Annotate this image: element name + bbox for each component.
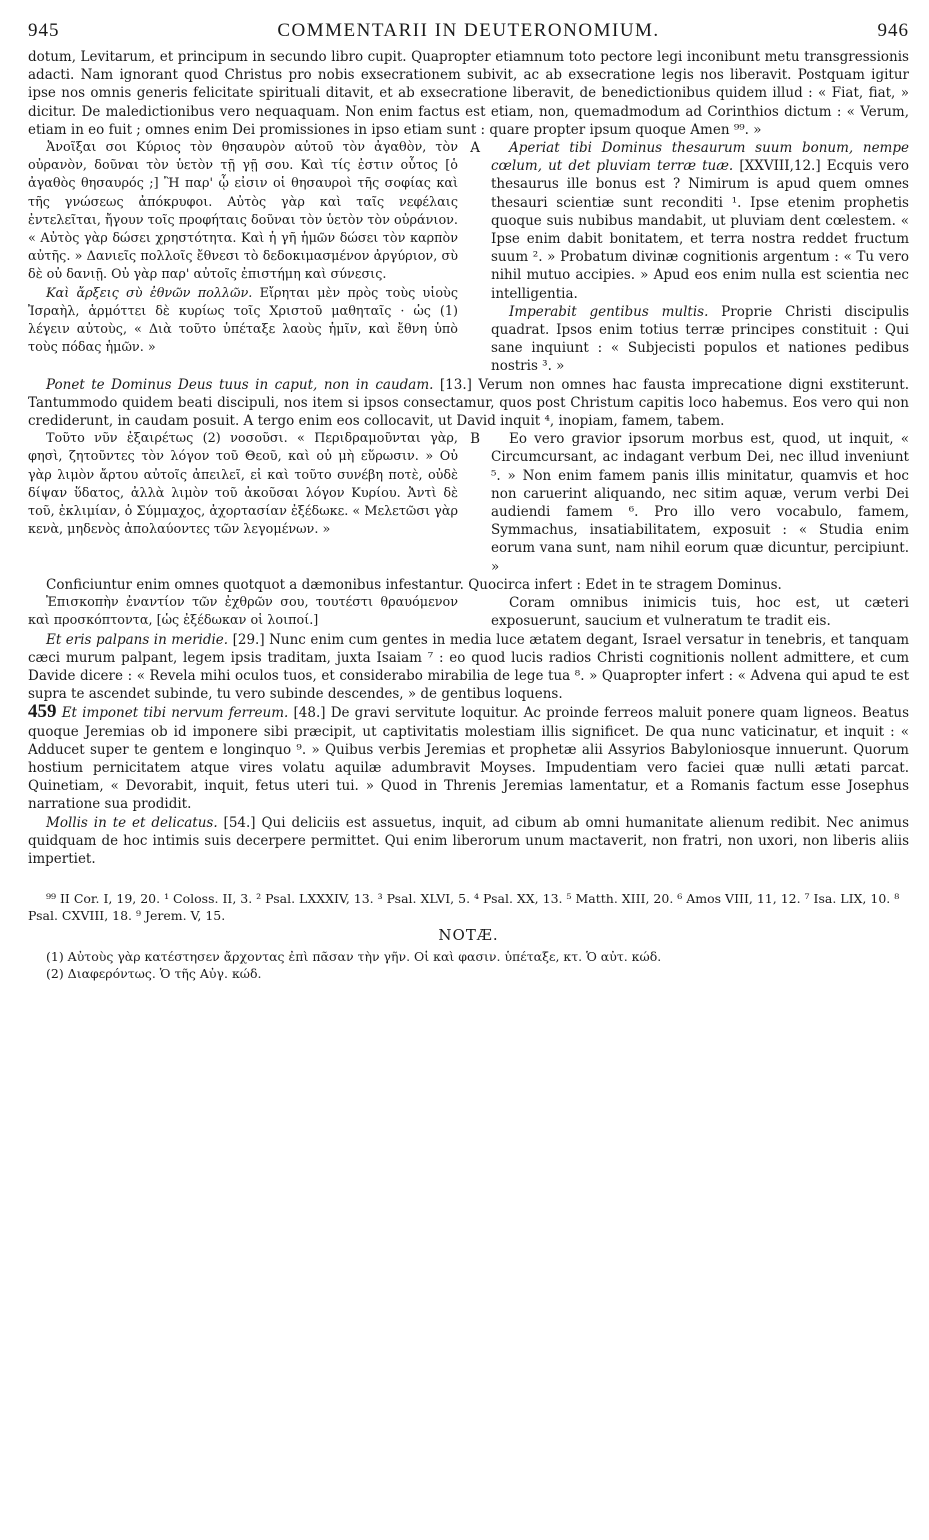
notae-title: NOTÆ.	[438, 926, 499, 945]
parallel-block-a	[28, 139, 909, 376]
notae-list	[28, 948, 909, 982]
paragraph-4	[28, 631, 909, 704]
greek-text-a2	[28, 285, 458, 358]
nota-item: (1) Αὐτοὺς γὰρ κατέστησεν ἄρχοντας ἐπὶ πᾶσαν τὴν γῆν. Οἱ καὶ φασιν. ὑπέταξε, κτ. Ὁ αὐτ. κώδ.	[46, 949, 662, 965]
page-number-left: 945	[28, 20, 60, 41]
para4-lemma: Et eris palpans in meridie.	[46, 631, 229, 648]
para2-lemma: Ponet te Dominus Deus tuus in caput, non in caudam.	[46, 376, 434, 393]
greek-body-a2: Εἴρηται μὲν πρὸς τοὺς υἱοὺς Ἰσραὴλ, ἁρμόττει δὲ κυρίως τοῖς Χριστοῦ μαθηταῖς · ὡς (1) λέγειν αὐτοὺς, « Διὰ τοῦτο ὑπέταξε λαοὺς ἡμῖν, καὶ ἔθνη ὑπὸ τοὺς πόδας ἡμῶν. »	[28, 285, 458, 356]
latin-column-b	[491, 430, 909, 576]
intro-paragraph	[28, 48, 909, 139]
greek-column-a	[28, 139, 480, 376]
section-marker-a: A	[470, 140, 480, 157]
latin-text-a2	[491, 303, 909, 376]
para6-text	[28, 814, 909, 869]
greek-column-b	[28, 430, 480, 576]
para6-body: [54.] Qui deliciis est assuetus, inquit, ad cibum ab omni humanitate alienum redibit. Nec animus quidquam de hoc intimis suis decerpere permittet. Qui enim liberorum unum mactaverit, non fratri, non uxori, non liberis aliis impertiet.	[28, 814, 909, 867]
column-number: 459	[28, 701, 57, 723]
intro-text: dotum, Levitarum, et principum in secundo libro cupit. Quapropter etiamnum toto pectore legi inconibunt metu transgressionis adacti. Nam ignorant quod Christus pro nobis exsecrationem subivit, ac ab exsecratione legis nos liberavit. Postquam igitur ipse nos omnis generis felicitate spirituali ditavit, et ab exsecratione liberavit, de benedictionibus quidem illud : « Fiat, fiat, » dicitur. De maledictionibus vero nequaquam. Non enim factus est etiam, non, quemadmodum ad Corinthios dictum : « Verum, etiam in eo fuit ; omnes enim Dei promissiones in ipso etiam sunt : quare propter ipsum quoque Amen ⁹⁹. »	[28, 49, 909, 138]
parallel-block-c	[28, 594, 909, 630]
para4-text	[28, 631, 909, 704]
paragraph-3	[28, 576, 909, 594]
nota-item: (2) Διαφερόντως. Ὁ τῆς Αὐγ. κώδ.	[46, 966, 262, 982]
para5-text	[28, 703, 909, 813]
parallel-block-b	[28, 430, 909, 576]
para2-text	[28, 376, 909, 431]
running-header	[28, 20, 909, 48]
latin-column-c	[491, 594, 909, 630]
latin-lemma-a1: Aperiat tibi Dominus thesaurum suum bonum, nempe cœlum, ut det pluviam terræ tuæ.	[491, 140, 909, 175]
latin-lemma-a2: Imperabit gentibus multis.	[509, 303, 709, 320]
paragraph-5	[28, 703, 909, 813]
para4-body: [29.] Nunc enim cum gentes in media luce ætatem degant, Israel versatur in tenebris, et tanquam cæci murum palpant, legem ipsis traditam, juxta Isaiam ⁷ : eo quod lucis radios Christi cognitionis nollent admittere, et cum Davide dicere : « Revela mihi oculos tuos, et considerabo mirabilia de lege tua ⁸. » Quapropter infert : « Advena qui apud te est supra te ascendet subinde, tu vero subinde descendes, » de gentibus loquens.	[28, 631, 909, 703]
latin-text-a1	[491, 139, 909, 303]
para2-body: [13.] Verum non omnes hac fausta imprecatione digni exstiterunt. Tantummodo quidem beati discipuli, nos item si ipsos consectamur, quos post Christum capitis loco habemus. Eos vero qui non crediderunt, in caudam posuit. A tergo enim eos collocavit, ut David inquit ⁴, inopiam, famem, tabem.	[28, 376, 909, 430]
latin-column-a	[491, 139, 909, 376]
greek-text-a1: Ἀνοῖξαι σοι Κύριος τὸν θησαυρὸν αὐτοῦ τὸν ἀγαθὸν, τὸν οὐρανὸν, δοῦναι τὸν ὑετὸν τῇ γῇ σου. Καὶ τίς ἐστιν οὗτος [ὁ ἀγαθὸς θησαυρός ;] Ἢ παρ' ᾧ εἰσιν οἱ θησαυροὶ τῆς σοφίας καὶ τῆς γνώσεως ἀπόκρυφοι. Αὐτὸς γὰρ καὶ ταῖς νεφέλαις ἐντελεῖται, ἤγουν τοῖς προφήταις δοῦναι τὸν ὑετὸν τὸν οὐράνιον. « Αὐτὸς γὰρ δώσει χρηστότητα. Καὶ ἡ γῆ ἡμῶν δώσει τὸν καρπὸν αὐτῆς. » Δανιεῖς πολλοῖς ἔθνεσι τὸ δεδοκιμασμένον ἀργύριον, σὺ δὲ οὐ δανιῇ. Οὐ γὰρ παρ' αὐτοῖς ἐπιστήμη καὶ σύνεσις.	[28, 140, 458, 283]
para5-lemma: Et imponet tibi nervum ferreum.	[61, 705, 289, 722]
paragraph-2	[28, 376, 909, 431]
page-number-right: 946	[877, 20, 909, 41]
latin-body-a1: [XXVIII,12.] Ecquis vero thesaurus ille bonus est ? Nimirum is apud quem omnes thesauri scientiæ sunt reconditi ¹. Ipse etenim prophetis quoque suis nubibus mandabit, ut pluviam dent cœlestem. « Ipse enim dabit bonitatem, et terra nostra reddet fructum suum ². » Probatum divinæ cognitionis argentum : « Tu vero nihil mutuo accipies. » Apud eos enim nulla est scientia nec intelligentia.	[491, 158, 909, 302]
greek-column-c	[28, 594, 458, 630]
greek-lemma-a2: Καὶ ἄρξεις σὺ ἐθνῶν πολλῶν.	[46, 285, 253, 301]
page-title: COMMENTARII IN DEUTERONOMIUM.	[277, 20, 660, 41]
para5-body: [48.] De gravi servitute loquitur. Ac proinde ferreos maluit ponere quam ligneos. Beatus quoque Jeremias ob id imponere sibi præcipit, ut captivitatis molestiam illis significet. De qua nunc vaticinatur, et inquit : « Adducet super te gentem e longinquo ⁹. » Quibus verbis Jeremias et prophetæ alii Assyrios Babyloniosque innuerunt. Quorum hostium pernicitatem atque vires volatu aquilæ adumbravit Moyses. Impudentiam vero faciei quæ nulli ætati parcat. Quinetiam, « Devorabit, inquit, fetus uteri tui. » Quod in Threnis Jeremias lamentatur, et a Romanis factum esse Josephus narratione sua prodidit.	[28, 705, 910, 813]
paragraph-6	[28, 814, 909, 869]
footnotes	[28, 890, 909, 924]
page	[28, 0, 909, 982]
section-marker-b: B	[470, 431, 480, 448]
para6-lemma: Mollis in te et delicatus.	[46, 814, 218, 831]
greek-text-c: Ἐπισκοπὴν ἐναντίον τῶν ἐχθρῶν σου, τουτέστι θραυόμενον καὶ προσκόπτοντα, [ὡς ἐξέδωκαν οἱ λοιποί.]	[28, 595, 458, 629]
latin-body-a2: Proprie Christi discipulis quadrat. Ipsos enim totius terræ principes constituit : Qui sane inquiunt : « Subjecisti populos et nationes pedibus nostris ³. »	[491, 303, 909, 375]
latin-text-b: Eo vero gravior ipsorum morbus est, quod, ut inquit, « Circumcursant, ac indagant verbum Dei, nec illud inveniunt ⁵. » Non enim famem panis illis minitatur, quamvis et hoc non caruerint aliquando, nec sitim aquæ, verum verbi Dei audiendi famem ⁶. Pro illo vero vocabulo, famem, Symmachus, insatiabilitatem, exposuit : « Studia enim eorum vana sunt, nam nihil eorum quæ dicuntur, percipiunt. »	[491, 431, 909, 575]
footnote-text: ⁹⁹ II Cor. I, 19, 20. ¹ Coloss. II, 3. ² Psal. LXXXIV, 13. ³ Psal. XLVI, 5. ⁴ Psal. XX, 13. ⁵ Matth. XIII, 20. ⁶ Amos VIII, 11, 12. ⁷ Isa. LIX, 10. ⁸ Psal. CXVIII, 18. ⁹ Jerem. V, 15.	[28, 891, 900, 924]
para3-text: Conficiuntur enim omnes quotquot a dæmonibus infestantur. Quocirca infert : Edet in te stragem Dominus.	[46, 576, 782, 593]
latin-text-c: Coram omnibus inimicis tuis, hoc est, ut cæteri exposuerunt, saucium et vulneratum te tradit eis.	[491, 595, 909, 630]
greek-text-b: Τοῦτο νῦν ἐξαιρέτως (2) νοσοῦσι. « Περιδραμοῦνται γὰρ, φησὶ, ζητοῦντες τὸν λόγον τοῦ Θεοῦ, καὶ οὐ μὴ εὕρωσιν. » Οὐ γὰρ λιμὸν ἄρτου αὐτοῖς ἀπειλεῖ, εἰ καὶ τοῦτο συνέβη ποτὲ, οὐδὲ δίψαν ὕδατος, ἀλλὰ λιμὸν τοῦ ἀκοῦσαι λόγον Κυρίου. Ἀντὶ δὲ τοῦ, ἐκλιμίαν, ὁ Σύμμαχος, ἀχορτασίαν ἐξέδωκε. « Μελετῶσι γὰρ κενὰ, μηδενὸς ἀπολαύοντες τῶν λεγομένων. »	[28, 431, 458, 538]
